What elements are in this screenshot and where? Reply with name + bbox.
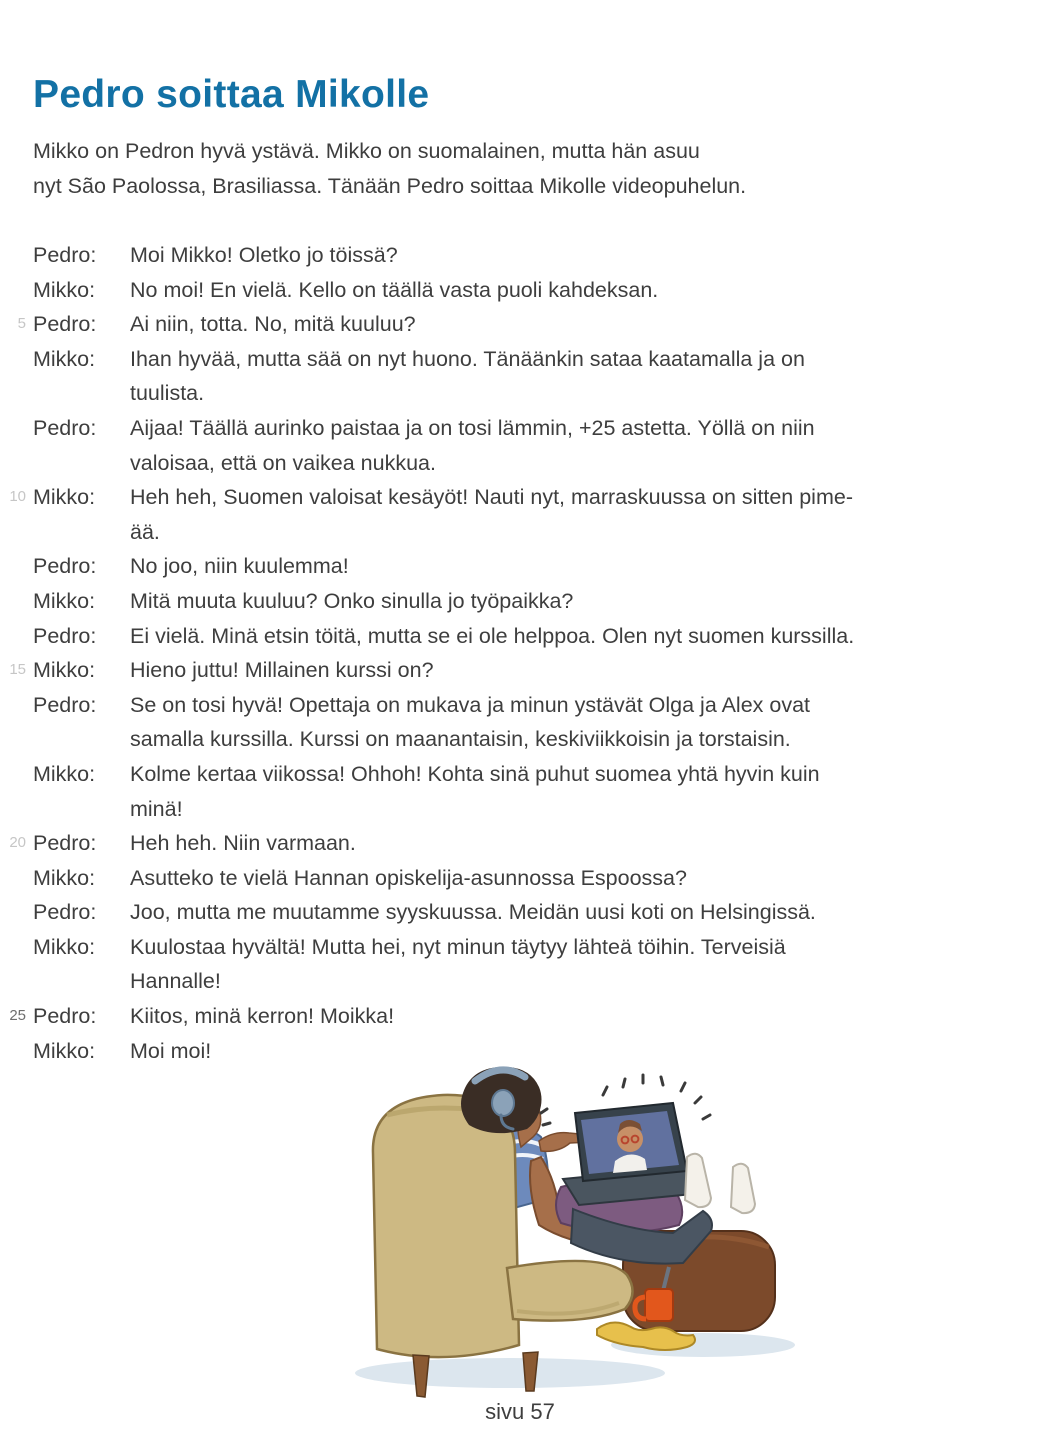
dialogue: [0, 238, 1010, 1068]
margin-line-number: [0, 1034, 26, 1069]
speaker-label: Mikko:: [33, 346, 96, 371]
speaker-label: Mikko:: [33, 277, 96, 302]
dialogue-row: [0, 307, 1010, 342]
speaker-label: Mikko:: [33, 1038, 96, 1063]
dialogue-row: [0, 826, 1010, 861]
dialogue-row: [0, 930, 1010, 965]
margin-line-number: [0, 895, 26, 930]
margin-line-number: [0, 376, 26, 411]
dialogue-text: Ihan hyvää, mutta sää on nyt huono. Tänäänkin sataa kaatamalla ja on: [130, 346, 805, 371]
dialogue-text: Se on tosi hyvä! Opettaja on mukava ja minun ystävät Olga ja Alex ovat: [130, 692, 811, 717]
dialogue-text: Heh heh. Niin varmaan.: [130, 831, 356, 856]
dialogue-row: [0, 480, 1010, 515]
dialogue-text: Moi Mikko! Oletko jo töissä?: [130, 243, 398, 267]
dialogue-text: Asutteko te vielä Hannan opiskelija-asunnossa Espoossa?: [130, 865, 687, 890]
margin-line-number: 15: [9, 661, 26, 679]
dialogue-text: Aijaa! Täällä aurinko paistaa ja on tosi lämmin, +25 astetta. Yöllä on niin: [130, 415, 815, 440]
dialogue-text: Joo, mutta me muutamme syyskuussa. Meidän uusi koti on Helsingissä.: [130, 900, 816, 925]
margin-line-number: 25: [9, 1007, 26, 1025]
margin-line-number: [0, 619, 26, 654]
intro-line: nyt São Paolossa, Brasiliassa. Tänään Pedro soittaa Mikolle videopuhelun.: [33, 174, 747, 198]
dialogue-text: No joo, niin kuulemma!: [130, 554, 349, 579]
video-call-illustration: [335, 1053, 815, 1398]
margin-line-number: 5: [17, 315, 26, 333]
dialogue-row: [0, 238, 1010, 273]
dialogue-row: [0, 342, 1010, 377]
dialogue-text: Hieno juttu! Millainen kurssi on?: [130, 658, 434, 683]
speaker-label: [33, 964, 130, 999]
dialogue-text: valoisaa, että on vaikea nukkua.: [130, 450, 436, 475]
chair-leg: [413, 1355, 429, 1397]
margin-line-number: [0, 688, 26, 723]
dialogue-row: [0, 792, 1010, 827]
dialogue-text: Kolme kertaa viikossa! Ohhoh! Kohta sinä puhut suomea yhtä hyvin kuin: [130, 761, 820, 786]
margin-line-number: 20: [9, 834, 26, 852]
dialogue-row: [0, 757, 1010, 792]
margin-line-number: [0, 273, 26, 308]
dialogue-row: [0, 964, 1010, 999]
margin-line-number: [0, 549, 26, 584]
dialogue-row: [0, 722, 1010, 757]
dialogue-text: Kuulostaa hyvältä! Mutta hei, nyt minun täytyy lähteä töihin. Terveisiä: [130, 934, 786, 959]
speaker-label: Mikko:: [33, 588, 96, 613]
margin-line-number: 10: [9, 488, 26, 506]
speaker-label: Mikko:: [33, 761, 96, 786]
speaker-label: Pedro:: [33, 243, 97, 267]
speaker-label: [33, 722, 130, 757]
page-number: sivu 57: [485, 1399, 555, 1424]
speaker-label: Pedro:: [33, 312, 97, 337]
laptop-illustration: [563, 1103, 703, 1205]
margin-line-number: [0, 238, 26, 273]
headphones-earcup: [492, 1090, 514, 1116]
page-title: Pedro soittaa Mikolle: [33, 73, 430, 117]
speaker-label: Mikko:: [33, 485, 96, 510]
speaker-label: Pedro:: [33, 692, 97, 717]
dialogue-text: ää.: [130, 519, 160, 544]
dialogue-text: Heh heh, Suomen valoisat kesäyöt! Nauti nyt, marraskuussa on sitten pime-: [130, 485, 853, 510]
margin-line-number: [0, 342, 26, 377]
margin-line-number: [0, 515, 26, 550]
margin-line-number: [0, 930, 26, 965]
dialogue-row: [0, 999, 1010, 1034]
dialogue-text: samalla kurssilla. Kurssi on maanantaisin, keskiviikkoisin ja torstaisin.: [130, 727, 791, 752]
dialogue-text: Mitä muuta kuuluu? Onko sinulla jo työpaikka?: [130, 588, 574, 613]
dialogue-row: [0, 273, 1010, 308]
speaker-label: Pedro:: [33, 831, 97, 856]
dialogue-text: No moi! En vielä. Kello on täällä vasta puoli kahdeksan.: [130, 277, 659, 302]
speaker-label: [33, 515, 130, 550]
margin-line-number: [0, 861, 26, 896]
dialogue-text: Hannalle!: [130, 969, 221, 994]
dialogue-text: Ai niin, totta. No, mitä kuuluu?: [130, 312, 416, 337]
speaker-label: Pedro:: [33, 554, 97, 579]
speaker-label: [33, 376, 130, 411]
dialogue-text: Ei vielä. Minä etsin töitä, mutta se ei ole helppoa. Olen nyt suomen kurssilla.: [130, 623, 855, 648]
dialogue-row: [0, 619, 1010, 654]
dialogue-row: [0, 861, 1010, 896]
intro-line: Mikko on Pedron hyvä ystävä. Mikko on suomalainen, mutta hän asuu: [33, 139, 700, 163]
dialogue-row: [0, 584, 1010, 619]
dialogue-row: [0, 653, 1010, 688]
margin-line-number: [0, 411, 26, 446]
dialogue-text: Kiitos, minä kerron! Moikka!: [130, 1004, 395, 1029]
margin-line-number: [0, 446, 26, 481]
chair-shadow: [355, 1358, 665, 1388]
margin-line-number: [0, 584, 26, 619]
speaker-label: [33, 792, 130, 827]
speaker-label: Pedro:: [33, 900, 97, 925]
intro-paragraph: [33, 134, 746, 204]
margin-line-number: [0, 757, 26, 792]
dialogue-row: [0, 688, 1010, 723]
speaker-label: Pedro:: [33, 415, 97, 440]
speaker-label: Pedro:: [33, 1004, 97, 1029]
speaker-label: Mikko:: [33, 865, 96, 890]
dialogue-text: Moi moi!: [130, 1038, 212, 1063]
speaker-label: Mikko:: [33, 658, 96, 683]
socks-illustration: [685, 1154, 755, 1213]
dialogue-row: [0, 446, 1010, 481]
dialogue-row: [0, 515, 1010, 550]
margin-line-number: [0, 722, 26, 757]
speaker-label: [33, 446, 130, 481]
margin-line-number: [0, 964, 26, 999]
dialogue-row: [0, 376, 1010, 411]
speaker-label: Mikko:: [33, 934, 96, 959]
margin-line-number: [0, 792, 26, 827]
dialogue-row: [0, 895, 1010, 930]
dialogue-row: [0, 549, 1010, 584]
speaker-label: Pedro:: [33, 623, 97, 648]
dialogue-row: [0, 411, 1010, 446]
dialogue-text: minä!: [130, 796, 183, 821]
dialogue-text: tuulista.: [130, 381, 205, 406]
